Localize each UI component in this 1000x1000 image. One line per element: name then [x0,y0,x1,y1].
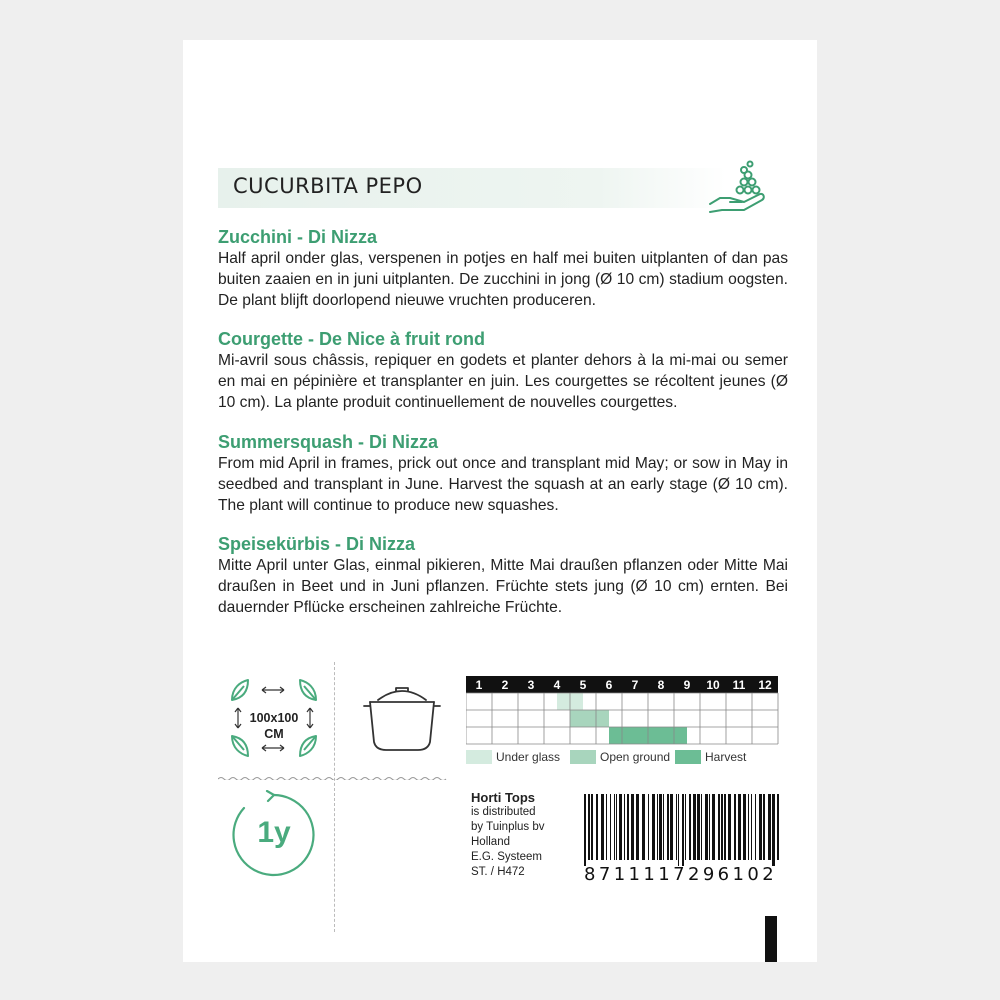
calendar-month-label: 11 [732,678,746,692]
legend-swatch [675,750,701,764]
barcode [584,794,780,871]
barcode-bar [584,794,586,866]
barcode-bar [763,794,765,860]
section-heading: Summersquash - Di Nizza [218,432,439,452]
barcode-bar [755,794,756,860]
legend-harvest [675,750,746,764]
barcode-bar [642,794,645,860]
barcode-bar [772,794,775,866]
barcode-bar [682,794,684,866]
section-english [218,431,788,516]
barcode-bar [701,794,702,860]
calendar-month-label: 6 [605,678,613,692]
barcode-bar [734,794,736,860]
barcode-bar [751,794,752,860]
section-heading: Courgette - De Nice à fruit rond [218,329,486,349]
distributor-info [471,790,545,880]
barcode-number: 8711117296102 [584,864,778,885]
calendar-bar-open-ground [570,710,609,727]
spacing-label [244,710,304,742]
icon-grid-divider-horizontal [218,776,448,780]
section-german [218,533,788,618]
legend-swatch [466,750,492,764]
lifecycle-label: 1y [257,816,291,849]
section-dutch [218,226,788,311]
barcode-bar [663,794,664,860]
sowing-calendar [466,676,782,751]
section-body: Mitte April unter Glas, einmal pikieren, Mitte Mai draußen pflanzen oder Mitte Mai draußen in Beet und in Juni pflanzen. Früchte stets jung (Ø 10 cm) ernten. Bei dauernder Pflücke erscheinen zahlreiche Früchte. [218,557,788,616]
pot-icon [356,682,448,759]
barcode-bar [705,794,708,860]
legend-swatch [570,750,596,764]
barcode-bar [693,794,696,860]
legend-label: Harvest [705,750,747,764]
distributor-line: by Tuinplus bv [471,821,545,833]
barcode-bar [614,794,615,860]
barcode-bar [718,794,720,860]
calendar-month-label: 10 [706,678,720,692]
barcode-bar [588,794,590,860]
distributor-line: E.G. Systeem [471,851,542,863]
barcode-bar [648,794,649,860]
legend-label: Under glass [496,750,561,764]
barcode-bar [624,794,625,860]
barcode-bar [712,794,715,860]
calendar-month-label: 7 [631,678,639,692]
icon-grid-divider-vertical [334,662,335,932]
calendar-month-label: 4 [553,678,561,692]
barcode-bar [606,794,607,860]
barcode-bar [627,794,629,860]
barcode-bar [636,794,639,860]
calendar-month-label: 12 [758,678,772,692]
barcode-bar [616,794,617,860]
barcode-bar [652,794,655,860]
barcode-bar [728,794,731,860]
calendar-month-label: 2 [501,678,509,692]
barcode-bar [619,794,622,860]
barcode-bar [724,794,726,860]
section-body: Mi-avril sous châssis, repiquer en godets et planter dehors à la mi-mai ou semer en mai en pépinière et transplanter en juin. Les courgettes se récoltent jeunes (Ø 10 cm). La plante produit continuellement de nouvelles courgettes. [218,352,788,411]
barcode-bar [759,794,762,860]
barcode-bar [676,794,677,860]
barcode-bar [659,794,662,860]
spacing-value: 100x100 [249,711,299,725]
barcode-bar [743,794,746,860]
brand-name: Horti Tops [471,790,536,805]
distributor-line: ST. / H472 [471,866,525,878]
barcode-bar [697,794,700,860]
distributor-line: Holland [471,836,510,848]
barcode-bar [631,794,634,860]
barcode-bar [685,794,686,860]
section-heading: Zucchini - Di Nizza [218,227,378,247]
barcode-bar [596,794,598,860]
hand-seeds-icon [708,160,768,221]
legend-open-ground [570,750,670,764]
section-french [218,328,788,413]
registration-mark [765,916,777,962]
calendar-month-label: 8 [657,678,665,692]
barcode-bar [768,794,771,860]
legend-label: Open ground [600,750,671,764]
latin-name: CUCURBITA PEPO [233,174,423,198]
calendar-month-label: 3 [527,678,535,692]
barcode-bar [748,794,749,860]
calendar-month-label: 5 [579,678,587,692]
barcode-bar [777,794,779,860]
calendar-month-label: 1 [475,678,483,692]
barcode-bar [601,794,604,860]
barcode-bar [678,794,679,866]
barcode-bar [721,794,723,860]
section-body: Half april onder glas, verspenen in potjes en half mei buiten uitplanten of dan pas buiten zaaien en in juni uitplanten. De zucchini in jong (Ø 10 cm) stadium oogsten. De plant blijft doorlopend nieuwe vruchten produceren. [218,250,788,309]
spacing-unit: CM [264,727,284,741]
calendar-month-label: 9 [683,678,691,692]
barcode-bar [689,794,691,860]
barcode-bar [738,794,741,860]
section-body: From mid April in frames, prick out once and transplant mid May; or sow in May in seedbed and transplant in June. Harvest the squash at an early stage (Ø 10 cm). The plant will continue to produce new squashes. [218,455,788,514]
barcode-bar [670,794,673,860]
barcode-bar [591,794,593,860]
legend-under-glass [466,750,560,764]
barcode-bar [667,794,669,860]
distributor-line: is distributed [471,806,536,818]
section-heading: Speisekürbis - Di Nizza [218,534,416,554]
barcode-bar [610,794,611,860]
barcode-bar [709,794,710,860]
barcode-bar [657,794,658,860]
